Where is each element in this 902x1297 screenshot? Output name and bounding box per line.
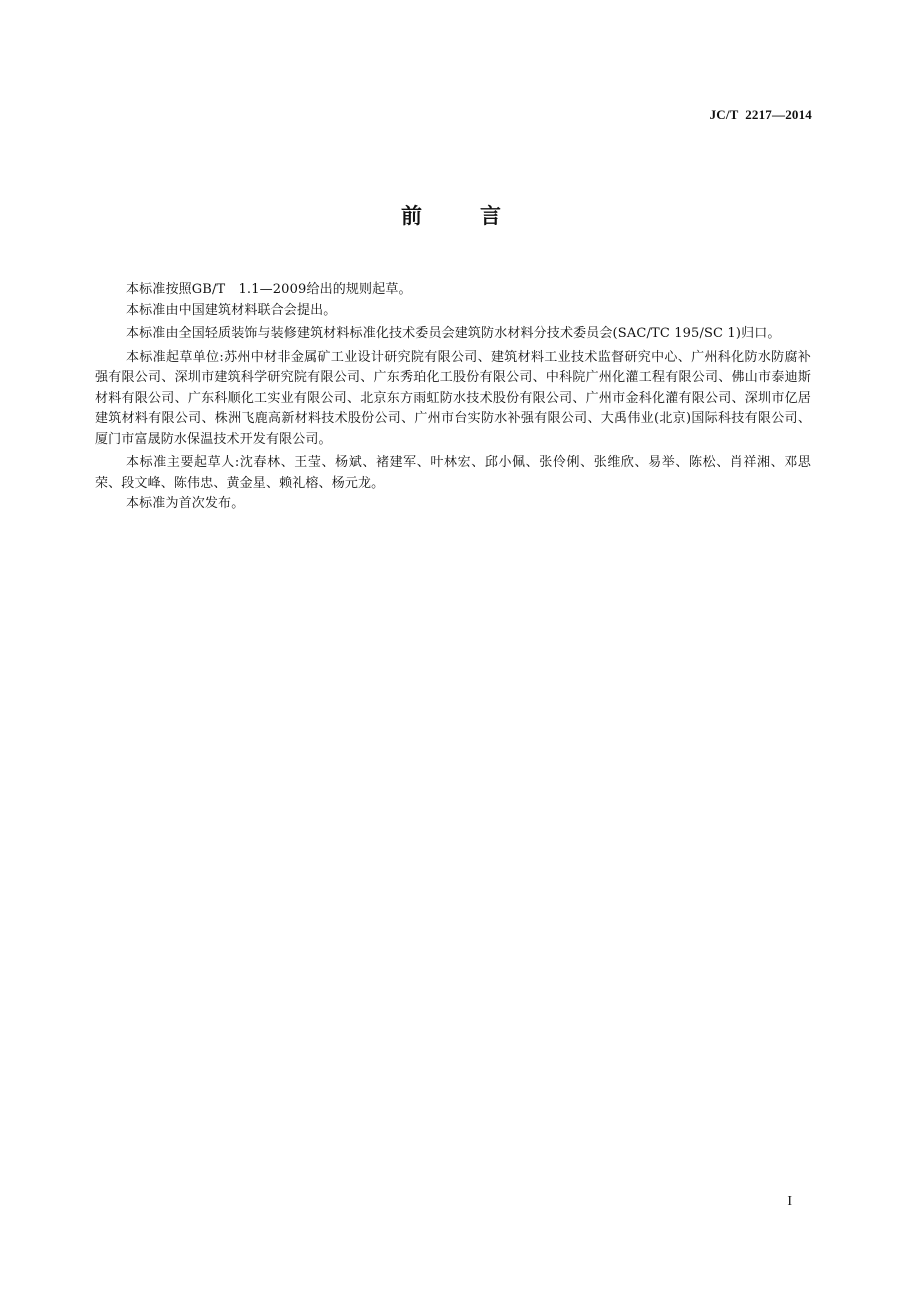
paragraph-drafting-units: 本标准起草单位:苏州中材非金属矿工业设计研究院有限公司、建筑材料工业技术监督研究中心、广州科化防水防腐补强有限公司、深圳市建筑科学研究院有限公司、广东秀珀化工股份有限公司、中科院广州化灌工程有限公司、佛山市泰迪斯材料有限公司、广东科顺化工实业有限公司、北京东方雨虹防水技术股份有限公司、广州市金科化灌有限公司、深圳市亿居建筑材料有限公司、株洲飞鹿高新材料技术股份公司、广州市台实防水补强有限公司、大禹伟业(北京)国际科技有限公司、厦门市富晟防水保温技术开发有限公司。 bbox=[95, 349, 811, 447]
paragraph-committee: 本标准由全国轻质装饰与装修建筑材料标准化技术委员会建筑防水材料分技术委员会(SAC/TC 195/SC 1)归口。 bbox=[126, 326, 781, 341]
standard-number: JC/T 2217—2014 bbox=[709, 107, 812, 122]
foreword-body bbox=[95, 280, 811, 518]
paragraph-proposer: 本标准由中国建筑材料联合会提出。 bbox=[126, 302, 337, 318]
paragraph-drafters: 本标准主要起草人:沈春林、王莹、杨斌、褚建军、叶林宏、邱小佩、张伶俐、张维欣、易举、陈松、肖祥湘、邓思荣、段文峰、陈伟忠、黄金星、赖礼榕、杨元龙。 bbox=[95, 455, 811, 491]
paragraph-drafting-rules: 本标准按照GB/T 1.1—2009给出的规则起草。 bbox=[126, 282, 412, 297]
page-number: I bbox=[787, 1194, 792, 1209]
paragraph-first-release: 本标准为首次发布。 bbox=[126, 496, 245, 511]
page-title: 前言 bbox=[401, 204, 559, 228]
